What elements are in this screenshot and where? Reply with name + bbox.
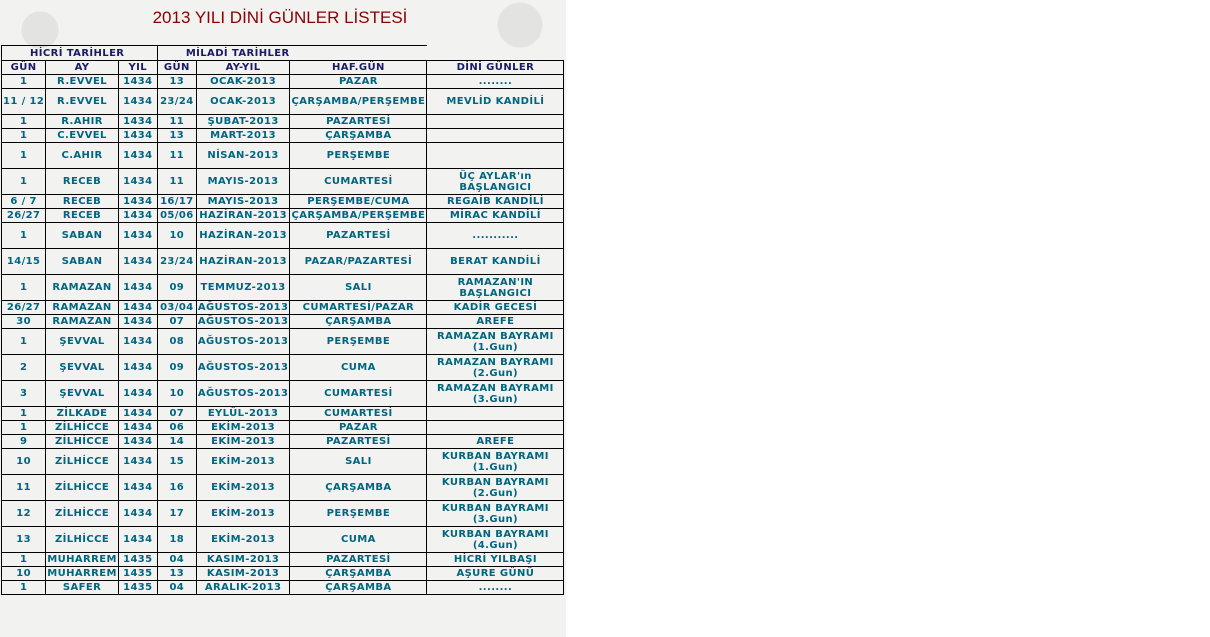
cell-hicri-yil: 1434 bbox=[118, 421, 157, 435]
cell-dini-gun: KURBAN BAYRAMI (3.Gun) bbox=[427, 501, 564, 527]
cell-hicri-yil: 1434 bbox=[118, 89, 157, 115]
cell-hicri-ay: ŞEVVAL bbox=[46, 329, 119, 355]
cell-hicri-ay: MUHARREM bbox=[47, 568, 117, 579]
cell-dini-gun bbox=[427, 407, 564, 421]
cell-miladi-gun: 16/17 bbox=[157, 195, 196, 209]
cell-miladi-ay-yil: AĞUSTOS-2013 bbox=[196, 381, 290, 407]
cell-dini-gun: KURBAN BAYRAMI (4.Gun) bbox=[427, 527, 564, 553]
cell-dini-gun: BERAT KANDİLİ bbox=[427, 249, 564, 275]
table-row bbox=[2, 475, 564, 501]
cell-hicri-gun: 3 bbox=[2, 381, 46, 407]
cell-miladi-ay-yil: AĞUSTOS-2013 bbox=[197, 316, 289, 327]
cell-hicri-ay: SABAN bbox=[46, 249, 119, 275]
cell-miladi-ay-yil: EKİM-2013 bbox=[196, 449, 290, 475]
cell-hicri-gun: 10 bbox=[2, 567, 46, 581]
cell-hicri-gun: 13 bbox=[2, 527, 46, 553]
cell-miladi-gun: 04 bbox=[157, 553, 196, 567]
cell-hicri-ay: ZİLHİCCE bbox=[46, 421, 119, 435]
cell-haftanin-gunu: SALI bbox=[290, 449, 427, 475]
column-header-row bbox=[2, 61, 564, 75]
cell-hicri-yil: 1435 bbox=[118, 553, 157, 567]
table-row bbox=[2, 527, 564, 553]
cell-hicri-gun: 26/27 bbox=[2, 301, 46, 315]
cell-hicri-ay: SAFER bbox=[46, 581, 119, 595]
table-row bbox=[2, 435, 564, 449]
table-row bbox=[2, 421, 564, 435]
cell-miladi-ay-yil: EKİM-2013 bbox=[196, 421, 290, 435]
cell-hicri-yil: 1434 bbox=[118, 129, 157, 143]
cell-haftanin-gunu: PAZARTESİ bbox=[290, 223, 427, 249]
col-header-miladi-ay-yil: AY-YIL bbox=[196, 61, 290, 75]
cell-miladi-gun: 07 bbox=[157, 407, 196, 421]
table-row bbox=[2, 129, 564, 143]
cell-hicri-gun: 1 bbox=[2, 275, 46, 301]
cell-hicri-gun: 14/15 bbox=[2, 249, 46, 275]
cell-dini-gun: AREFE bbox=[427, 435, 564, 449]
cell-hicri-yil: 1435 bbox=[118, 581, 157, 595]
cell-miladi-gun: 11 bbox=[157, 169, 196, 195]
cell-haftanin-gunu: PAZAR/PAZARTESİ bbox=[290, 249, 427, 275]
cell-hicri-yil: 1434 bbox=[118, 223, 157, 249]
cell-miladi-ay-yil: EYLÜL-2013 bbox=[196, 407, 290, 421]
col-header-hicri-gun: GÜN bbox=[2, 61, 46, 75]
cell-hicri-gun: 10 bbox=[2, 449, 46, 475]
table-row bbox=[2, 315, 564, 329]
cell-hicri-gun: 1 bbox=[2, 329, 46, 355]
cell-hicri-yil: 1435 bbox=[118, 567, 157, 581]
cell-hicri-gun: 1 bbox=[2, 129, 46, 143]
cell-miladi-ay-yil: AĞUSTOS-2013 bbox=[196, 329, 290, 355]
table-row bbox=[2, 75, 564, 89]
cell-miladi-gun: 14 bbox=[157, 435, 196, 449]
cell-miladi-gun: 18 bbox=[157, 527, 196, 553]
cell-haftanin-gunu: ÇARŞAMBA/PERŞEMBE bbox=[290, 89, 427, 115]
cell-hicri-gun: 1 bbox=[2, 223, 46, 249]
cell-miladi-gun: 07 bbox=[157, 315, 196, 329]
cell-miladi-gun: 08 bbox=[157, 329, 196, 355]
cell-dini-gun: ........... bbox=[427, 223, 564, 249]
col-header-hicri-ay: AY bbox=[46, 61, 119, 75]
cell-hicri-gun: 1 bbox=[2, 115, 46, 129]
table-row bbox=[2, 249, 564, 275]
cell-miladi-ay-yil: MART-2013 bbox=[196, 129, 290, 143]
cell-miladi-gun: 11 bbox=[157, 115, 196, 129]
hicri-group-header: HİCRİ TARİHLER bbox=[2, 46, 158, 61]
cell-miladi-gun: 09 bbox=[157, 275, 196, 301]
cell-haftanin-gunu: CUMA bbox=[290, 527, 427, 553]
religious-days-table bbox=[1, 45, 564, 595]
cell-dini-gun: KURBAN BAYRAMI (2.Gun) bbox=[427, 475, 564, 501]
table-row bbox=[2, 223, 564, 249]
cell-dini-gun: RAMAZAN BAYRAMI (1.Gun) bbox=[427, 329, 564, 355]
table-row bbox=[2, 195, 564, 209]
cell-haftanin-gunu: CUMARTESİ bbox=[290, 169, 427, 195]
background-panel bbox=[0, 0, 566, 637]
cell-hicri-ay: ZİLKADE bbox=[46, 407, 119, 421]
cell-miladi-gun: 13 bbox=[157, 567, 196, 581]
group-header-row bbox=[2, 46, 564, 61]
cell-haftanin-gunu: PAZAR bbox=[290, 421, 427, 435]
cell-hicri-ay: RAMAZAN bbox=[46, 275, 119, 301]
cell-miladi-ay-yil: EKİM-2013 bbox=[196, 501, 290, 527]
cell-hicri-ay: ŞEVVAL bbox=[46, 355, 119, 381]
cell-miladi-gun: 13 bbox=[157, 75, 196, 89]
table-row bbox=[2, 301, 564, 315]
cell-dini-gun: REGAİB KANDİLİ bbox=[427, 195, 564, 209]
cell-haftanin-gunu: ÇARŞAMBA bbox=[290, 475, 427, 501]
table-row bbox=[2, 115, 564, 129]
cell-haftanin-gunu: PERŞEMBE bbox=[290, 501, 427, 527]
cell-haftanin-gunu: ÇARŞAMBA/PERŞEMBE bbox=[291, 210, 426, 221]
cell-dini-gun: KADİR GECESİ bbox=[427, 301, 564, 315]
group-header-spacer bbox=[427, 46, 564, 61]
cell-miladi-ay-yil: HAZİRAN-2013 bbox=[196, 223, 290, 249]
cell-haftanin-gunu: PAZARTESİ bbox=[290, 435, 427, 449]
cell-dini-gun bbox=[427, 143, 564, 169]
cell-hicri-ay: R.EVVEL bbox=[46, 75, 119, 89]
cell-haftanin-gunu: CUMA bbox=[290, 355, 427, 381]
table-row bbox=[2, 329, 564, 355]
cell-dini-gun: ÜÇ AYLAR'ın BAŞLANGICI bbox=[427, 169, 564, 195]
cell-miladi-gun: 04 bbox=[157, 581, 196, 595]
cell-hicri-gun: 30 bbox=[2, 315, 46, 329]
cell-hicri-gun: 11 bbox=[2, 475, 46, 501]
cell-hicri-ay: RECEB bbox=[46, 195, 119, 209]
col-header-hicri-yil: YIL bbox=[118, 61, 157, 75]
page-title: 2013 YILI DİNİ GÜNLER LİSTESİ bbox=[152, 8, 408, 27]
cell-haftanin-gunu: CUMARTESİ/PAZAR bbox=[290, 301, 427, 315]
cell-hicri-ay: C.EVVEL bbox=[46, 129, 119, 143]
cell-dini-gun: RAMAZAN BAYRAMI (2.Gun) bbox=[427, 355, 564, 381]
table-row bbox=[2, 89, 564, 115]
cell-hicri-gun: 1 bbox=[2, 553, 46, 567]
cell-miladi-ay-yil: AĞUSTOS-2013 bbox=[197, 302, 289, 313]
cell-hicri-gun: 26/27 bbox=[2, 209, 46, 223]
cell-hicri-ay: RECEB bbox=[46, 169, 119, 195]
cell-hicri-yil: 1434 bbox=[118, 355, 157, 381]
cell-hicri-ay: RECEB bbox=[46, 209, 119, 223]
cell-hicri-gun: 1 bbox=[2, 421, 46, 435]
cell-dini-gun bbox=[427, 421, 564, 435]
cell-dini-gun: MİRAC KANDİLİ bbox=[427, 209, 564, 223]
cell-hicri-gun: 9 bbox=[2, 435, 46, 449]
cell-dini-gun bbox=[427, 129, 564, 143]
cell-hicri-gun: 1 bbox=[2, 143, 46, 169]
cell-miladi-gun: 06 bbox=[157, 421, 196, 435]
table-row bbox=[2, 553, 564, 567]
cell-hicri-ay: C.AHIR bbox=[46, 143, 119, 169]
cell-miladi-ay-yil: OCAK-2013 bbox=[196, 89, 290, 115]
table-row bbox=[2, 501, 564, 527]
cell-hicri-gun: 11 / 12 bbox=[2, 89, 46, 115]
cell-hicri-yil: 1434 bbox=[118, 275, 157, 301]
table-row bbox=[2, 407, 564, 421]
table-row bbox=[2, 355, 564, 381]
cell-haftanin-gunu: PERŞEMBE bbox=[290, 143, 427, 169]
cell-hicri-yil: 1434 bbox=[118, 381, 157, 407]
miladi-group-header: MİLADİ TARİHLER bbox=[157, 46, 427, 61]
cell-hicri-ay: ZİLHİCCE bbox=[46, 501, 119, 527]
table-row bbox=[2, 381, 564, 407]
cell-hicri-ay: RAMAZAN bbox=[46, 315, 119, 329]
cell-haftanin-gunu: ÇARŞAMBA bbox=[290, 129, 427, 143]
cell-hicri-yil: 1434 bbox=[118, 75, 157, 89]
cell-hicri-gun: 1 bbox=[2, 407, 46, 421]
cell-hicri-yil: 1434 bbox=[118, 527, 157, 553]
cell-hicri-ay: ŞEVVAL bbox=[46, 381, 119, 407]
cell-hicri-yil: 1434 bbox=[118, 329, 157, 355]
cell-hicri-yil: 1434 bbox=[118, 435, 157, 449]
cell-hicri-ay: SABAN bbox=[46, 223, 119, 249]
cell-miladi-ay-yil: NİSAN-2013 bbox=[196, 143, 290, 169]
table-row bbox=[2, 567, 564, 581]
cell-miladi-ay-yil: HAZİRAN-2013 bbox=[196, 249, 290, 275]
cell-miladi-gun: 11 bbox=[157, 143, 196, 169]
table-row bbox=[2, 169, 564, 195]
cell-miladi-ay-yil: AĞUSTOS-2013 bbox=[196, 355, 290, 381]
cell-miladi-gun: 13 bbox=[157, 129, 196, 143]
cell-miladi-ay-yil: TEMMUZ-2013 bbox=[196, 275, 290, 301]
cell-hicri-gun: 2 bbox=[2, 355, 46, 381]
cell-dini-gun: RAMAZAN BAYRAMI (3.Gun) bbox=[427, 381, 564, 407]
cell-haftanin-gunu: SALI bbox=[290, 275, 427, 301]
cell-hicri-gun: 1 bbox=[2, 75, 46, 89]
cell-haftanin-gunu: PAZARTESİ bbox=[290, 553, 427, 567]
cell-dini-gun: HİCRİ YILBAŞI bbox=[427, 553, 564, 567]
cell-haftanin-gunu: CUMARTESİ bbox=[290, 407, 427, 421]
cell-hicri-yil: 1434 bbox=[118, 249, 157, 275]
cell-miladi-ay-yil: MAYIS-2013 bbox=[196, 195, 290, 209]
cell-miladi-gun: 23/24 bbox=[157, 89, 196, 115]
cell-hicri-yil: 1434 bbox=[118, 315, 157, 329]
col-header-haftanin-gunu: HAF.GÜN bbox=[290, 61, 427, 75]
cell-hicri-yil: 1434 bbox=[118, 195, 157, 209]
cell-dini-gun: ........ bbox=[427, 581, 564, 595]
cell-hicri-ay: R.EVVEL bbox=[46, 89, 119, 115]
cell-miladi-ay-yil: HAZİRAN-2013 bbox=[196, 209, 290, 223]
cell-hicri-yil: 1434 bbox=[118, 143, 157, 169]
cell-miladi-ay-yil: KASIM-2013 bbox=[196, 567, 290, 581]
cell-haftanin-gunu: PAZAR bbox=[290, 75, 427, 89]
cell-hicri-yil: 1434 bbox=[118, 209, 157, 223]
cell-miladi-ay-yil: MAYIS-2013 bbox=[196, 169, 290, 195]
cell-hicri-gun: 1 bbox=[2, 581, 46, 595]
cell-dini-gun: ........ bbox=[427, 75, 564, 89]
cell-miladi-ay-yil: ARALIK-2013 bbox=[196, 581, 290, 595]
table-row bbox=[2, 275, 564, 301]
cell-haftanin-gunu: PERŞEMBE bbox=[290, 329, 427, 355]
table-row bbox=[2, 449, 564, 475]
cell-dini-gun bbox=[427, 115, 564, 129]
col-header-miladi-gun: GÜN bbox=[157, 61, 196, 75]
cell-hicri-ay: RAMAZAN bbox=[46, 301, 119, 315]
cell-hicri-gun: 6 / 7 bbox=[2, 195, 46, 209]
cell-hicri-yil: 1434 bbox=[118, 301, 157, 315]
cell-miladi-gun: 23/24 bbox=[157, 249, 196, 275]
cell-haftanin-gunu: ÇARŞAMBA bbox=[290, 581, 427, 595]
cell-hicri-yil: 1434 bbox=[118, 115, 157, 129]
cell-haftanin-gunu: CUMARTESİ bbox=[290, 381, 427, 407]
cell-miladi-ay-yil: EKİM-2013 bbox=[196, 475, 290, 501]
cell-miladi-gun: 10 bbox=[157, 381, 196, 407]
cell-miladi-ay-yil: KASIM-2013 bbox=[196, 553, 290, 567]
table-row bbox=[2, 143, 564, 169]
cell-miladi-ay-yil: OCAK-2013 bbox=[196, 75, 290, 89]
cell-hicri-ay: ZİLHİCCE bbox=[46, 449, 119, 475]
cell-haftanin-gunu: ÇARŞAMBA bbox=[290, 567, 427, 581]
cell-haftanin-gunu: ÇARŞAMBA bbox=[290, 315, 427, 329]
cell-hicri-yil: 1434 bbox=[118, 407, 157, 421]
cell-hicri-ay: ZİLHİCCE bbox=[46, 435, 119, 449]
cell-hicri-gun: 12 bbox=[2, 501, 46, 527]
cell-miladi-ay-yil: EKİM-2013 bbox=[196, 527, 290, 553]
cell-dini-gun: AREFE bbox=[427, 315, 564, 329]
table-row bbox=[2, 209, 564, 223]
cell-hicri-yil: 1434 bbox=[118, 475, 157, 501]
table-row bbox=[2, 581, 564, 595]
cell-hicri-ay: ZİLHİCCE bbox=[46, 527, 119, 553]
cell-miladi-ay-yil: EKİM-2013 bbox=[196, 435, 290, 449]
cell-miladi-ay-yil: ŞUBAT-2013 bbox=[196, 115, 290, 129]
cell-hicri-ay: MUHARREM bbox=[47, 554, 117, 565]
cell-hicri-ay: R.AHIR bbox=[46, 115, 119, 129]
cell-miladi-gun: 16 bbox=[157, 475, 196, 501]
cell-hicri-ay: ZİLHİCCE bbox=[46, 475, 119, 501]
cell-hicri-yil: 1434 bbox=[118, 449, 157, 475]
cell-dini-gun: MEVLİD KANDİLİ bbox=[427, 89, 564, 115]
cell-miladi-gun: 05/06 bbox=[157, 209, 196, 223]
cell-miladi-gun: 09 bbox=[157, 355, 196, 381]
col-header-dini-gunler: DİNİ GÜNLER bbox=[427, 61, 564, 75]
cell-dini-gun: RAMAZAN'IN BAŞLANGICI bbox=[427, 275, 564, 301]
cell-miladi-gun: 15 bbox=[157, 449, 196, 475]
cell-hicri-yil: 1434 bbox=[118, 501, 157, 527]
cell-dini-gun: AŞURE GÜNÜ bbox=[427, 567, 564, 581]
cell-dini-gun: KURBAN BAYRAMI (1.Gun) bbox=[427, 449, 564, 475]
cell-hicri-yil: 1434 bbox=[118, 169, 157, 195]
cell-haftanin-gunu: PAZARTESİ bbox=[290, 115, 427, 129]
cell-hicri-gun: 1 bbox=[2, 169, 46, 195]
cell-miladi-gun: 10 bbox=[157, 223, 196, 249]
cell-miladi-gun: 03/04 bbox=[157, 301, 196, 315]
cell-miladi-gun: 17 bbox=[157, 501, 196, 527]
cell-haftanin-gunu: PERŞEMBE/CUMA bbox=[290, 195, 427, 209]
